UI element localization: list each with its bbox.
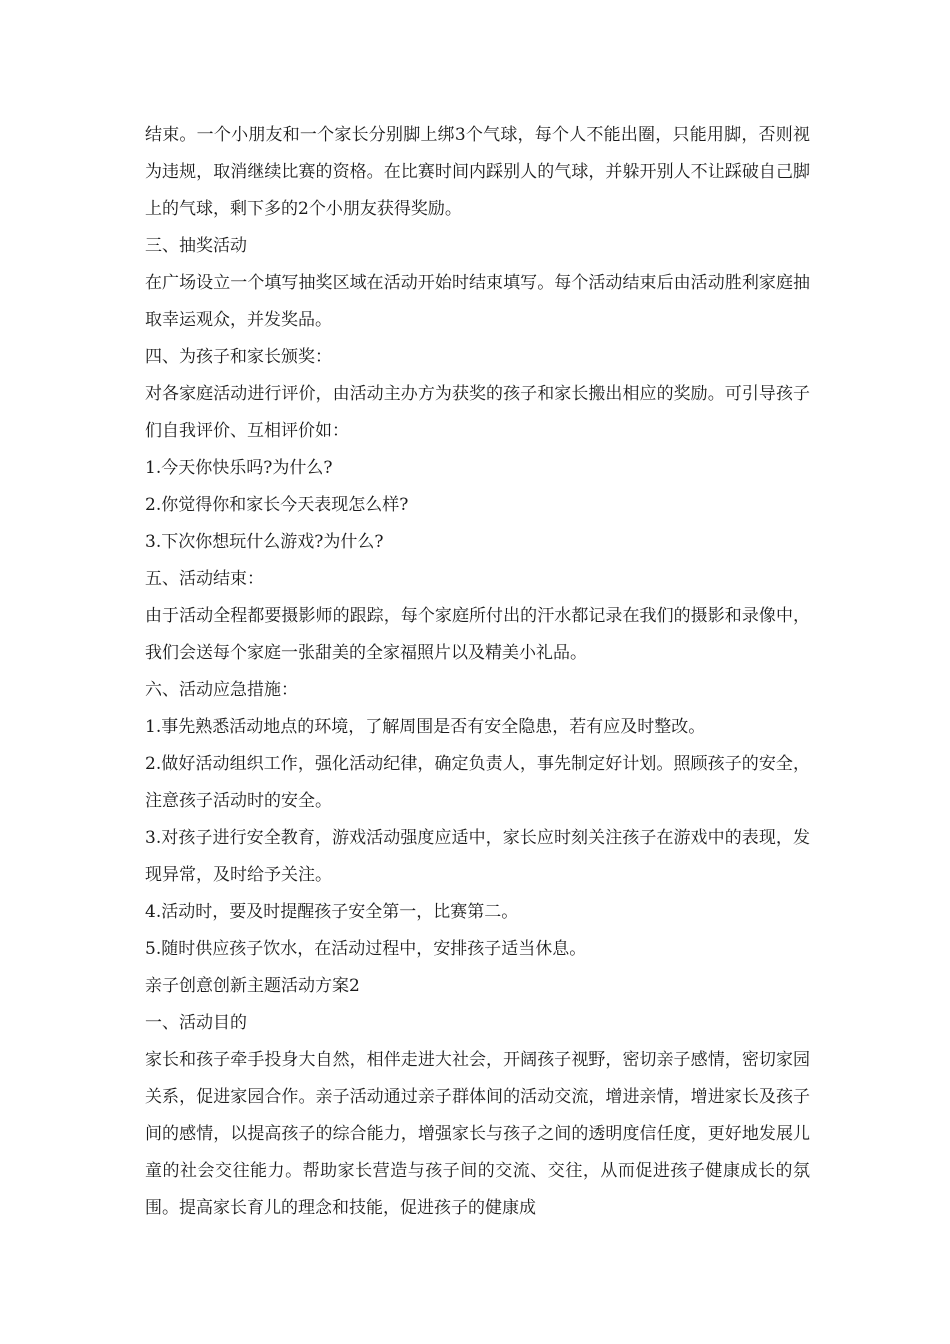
document-body bbox=[145, 117, 810, 1227]
list-item-question-2: 2.你觉得你和家长今天表现怎么样? bbox=[145, 495, 409, 515]
list-item-measure-4: 4.活动时，要及时提醒孩子安全第一，比赛第二。 bbox=[145, 902, 519, 922]
list-item-measure-2: 2.做好活动组织工作，强化活动纪律，确定负责人，事先制定好计划。照顾孩子的安全，注意孩子活动时的安全。 bbox=[145, 754, 810, 811]
section-title-plan-2: 亲子创意创新主题活动方案2 bbox=[145, 976, 360, 996]
paragraph-activity-end-details: 由于活动全程都要摄影师的跟踪，每个家庭所付出的汗水都记录在我们的摄影和录像中，我们会送每个家庭一张甜美的全家福照片以及精美小礼品。 bbox=[145, 606, 810, 663]
heading-emergency-measures: 六、活动应急措施： bbox=[145, 680, 298, 700]
list-item-measure-1: 1.事先熟悉活动地点的环境，了解周围是否有安全隐患，若有应及时整改。 bbox=[145, 717, 706, 737]
heading-activity-purpose: 一、活动目的 bbox=[145, 1013, 247, 1033]
paragraph-balloon-game-rules: 结束。一个小朋友和一个家长分别脚上绑3个气球，每个人不能出圈，只能用脚，否则视为违规，取消继续比赛的资格。在比赛时间内踩别人的气球，并躲开别人不让踩破自己脚上的气球，剩下多的2个小朋友获得奖励。 bbox=[145, 125, 810, 219]
paragraph-activity-purpose: 家长和孩子牵手投身大自然，相伴走进大社会，开阔孩子视野，密切亲子感情，密切家园关系，促进家园合作。亲子活动通过亲子群体间的活动交流，增进亲情，增进家长及孩子间的感情，以提高孩子的综合能力，增强家长与孩子之间的透明度信任度，更好地发展儿童的社会交往能力。帮助家长营造与孩子间的交流、交往，从而促进孩子健康成长的氛围。提高家长育儿的理念和技能，促进孩子的健康成 bbox=[145, 1050, 810, 1218]
list-item-question-1: 1.今天你快乐吗?为什么? bbox=[145, 458, 333, 478]
list-item-measure-5: 5.随时供应孩子饮水，在活动过程中，安排孩子适当休息。 bbox=[145, 939, 587, 959]
list-item-question-3: 3.下次你想玩什么游戏?为什么? bbox=[145, 532, 384, 552]
paragraph-lottery-details: 在广场设立一个填写抽奖区域在活动开始时结束填写。每个活动结束后由活动胜利家庭抽取幸运观众，并发奖品。 bbox=[145, 273, 810, 330]
heading-lottery-activity: 三、抽奖活动 bbox=[145, 236, 247, 256]
heading-awards: 四、为孩子和家长颁奖： bbox=[145, 347, 332, 367]
paragraph-awards-details: 对各家庭活动进行评价，由活动主办方为获奖的孩子和家长搬出相应的奖励。可引导孩子们自我评价、互相评价如： bbox=[145, 384, 810, 441]
list-item-measure-3: 3.对孩子进行安全教育，游戏活动强度应适中，家长应时刻关注孩子在游戏中的表现，发现异常，及时给予关注。 bbox=[145, 828, 810, 885]
heading-activity-end: 五、活动结束： bbox=[145, 569, 264, 589]
